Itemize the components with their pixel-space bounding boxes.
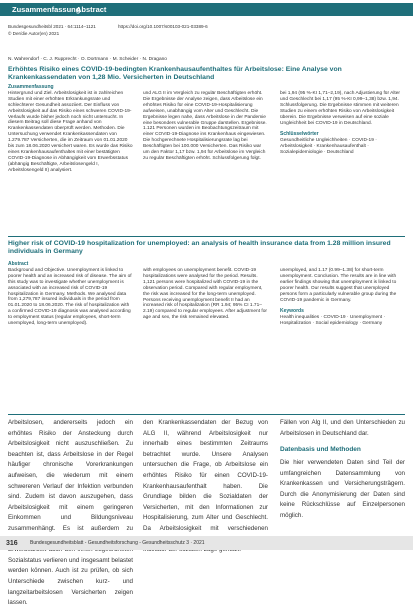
abstract-en-col2-text: with employees on unemployment benefit. COVID-19 hospitalizations were analysed for the period. Results. 1,121 persons were hospitalized with COVID-19 in the observation period. Compared with regular employment, the risk was increased for the long-term unemployed. Persons receiving unemployment benefit II had an increased risk of hospitalization (RR 1.94; 95% CI 1.71–2.19) compared to regular employees. After adjustment for age and sex, the risk remained elevated. [143,268,267,321]
body-col1: Arbeitslosen, andererseits jedoch ein erhöhtes Risiko der Ansteckung durch Arbeitslosigkeit nicht auszuschließen. Zu beachten ist, dass Arbeitslose in der Regel häufiger chronische Vorerkrankungen aufweisen, die wiederum mit einem schwereren Verlauf der Infektion verbunden sind. Zudem ist davon auszugehen, dass Arbeitslosigkeit mit einem geringeren Einkommen und Bildungsniveau zusammenhängt. Es ist außerdem zu Sozialstatus verlieren und insgesamt belastet werden können. Auch ist zu prüfen, ob sich Unterschiede zwischen kurz- und langzeitarbeitslosen Versicherten zeigen lassen. [8,419,133,607]
keywords-de-text: Gesundheitliche Ungleichheiten · COVID-19 · Arbeitslosigkeit · Krankenhausaufenthalt · Sozialepidemiologie · Deutschland [280,138,377,156]
body-col2: den Krankenkassendaten der Bezug von ALG II, während Arbeitslosigkeit nur innerhalb eines bestimmten Zeitraums betrachtet wurde. Unsere Analysen untersuchen die Frage, ob Arbeitslose ein erhöhtes Risiko für einen COVID-19-Krankenhausaufenthalt haben. Die Grundlage bilden die Sozialdaten der Versicherten, mit den Informationen zur Hospitalisierung, zum Alter und Geschlecht. Da Arbeitslosigkeit mit verschiedenen [143,419,268,532]
header-tab-abstract: Abstract [76,5,107,14]
abstract-de-col2 [143,91,268,235]
abstract-en-col2 [143,268,268,410]
abstract-de-col3-text: bei 1,94 (95 %-KI 1,71–2,19), nach Adjustierung für Alter und Geschlecht bei 1,17 (95 %-KI 0,99–1,38) bzw. 1,94. Schlussfolgerung. Die Ergebnisse stimmen mit weiteren Studien zu einem erhöhten Risiko von Arbeitslosigkeit überein. Die Ergebnisse verweisen auf eine soziale Ungleichheit bei COVID-19 in Deutschland. [280,91,400,126]
abstract-de-col1 [8,85,133,235]
doi-link[interactable]: https://doi.org/10.1007/s00103-021-03389-6 [118,24,208,29]
page-number: 316 [6,540,18,547]
citation-line: Bundesgesundheitsbl 2021 · 64:1114–1121 [8,24,96,29]
abstract-de-col2-text: und ALG II im Vergleich zu regulär Beschäftigten erhöht. Die Ergebnisse der Analyse zeigen, dass Arbeitslose ein erhöhtes Risiko für eine COVID-19-Hospitalisierung aufweisen, unabhängig vom Alter und Geschlecht. Die Ergebnisse legen nahe, dass Arbeitslose in der Pandemie eine besonders vulnerable Gruppe darstellen. Ergebnisse. 1.121 Personen wurden im Beobachtungszeitraum mit einer COVID-19-Diagnose ins Krankenhaus eingewiesen. Die hochgerechnete Hospitalisierungsrate lag bei Beschäftigten bei 100.000 Versicherten. Das Risiko war um den Faktor 1,17 bzw. 1,94 für Arbeitslose im Vergleich zu regulär Beschäftigten erhöht. Schlussfolgerung folgt. [143,91,267,161]
page-footer [0,536,413,550]
author-list: N. Wahrendorf · C. J. Rupprecht · O. Dortmann · M. Scheider · N. Dragano [8,57,167,62]
abstract-en-col3-text: unemployed, and 1.17 (0.99–1.38) for short-term unemployment. Conclusion. The results are in line with earlier findings showing that unemployment is linked to poorer health. Our results suggest that unemployed persons form a particularly vulnerable group during the COVID-19 pandemic in Germany. [280,268,397,303]
abstract-de-col3 [280,91,405,235]
methods-heading: Datenbasis und Methoden [280,446,361,453]
abstract-en-col1 [8,262,133,410]
abstract-de-col1-text: Hintergrund und Ziel. Arbeitslosigkeit ist in zahlreichen Studien mit einer erhöhten Erkrankungsrate und schlechterer Gesundheit assoziiert. Der Einfluss von Arbeitslosigkeit auf das Risiko eines schweren COVID-19-Verlaufs wurde bisher jedoch noch nicht untersucht. In diesem Beitrag soll diese Frage anhand von Krankenkassendaten überprüft werden. Methoden. Die Untersuchung verwendet Krankenkassendaten von 1.279.787 Versicherten, die im Zeitraum von 01.01.2020 bis zum 18.06.2020 versichert waren. Es wurde das Risiko eines Krankenhausaufenthaltes mit einer bestätigten COVID-19-Diagnose in Abhängigkeit vom Erwerbsstatus (abhängig Beschäftigte, Arbeitslosengeld I, Arbeitslosengeld II) analysiert. [8,90,133,173]
keywords-de-heading: Schlüsselwörter [280,131,319,138]
section-divider [8,414,405,415]
abstract-header-bar [0,3,413,16]
keywords-en-text: Health inequalities · COVID-19 · Unemployment · Hospitalization · Social epidemiology · Germany [280,315,386,327]
abstract-de-heading: Zusammenfassung [8,84,54,90]
abstract-en-col1-text: Background and Objective. Unemployment is linked to poorer health and an increased risk of disease. The aim of this study was to investigate whether unemployment is associated with an increased risk of COVID-19 hospitalization in Germany. Methods. We analysed data from 1,279,787 insured individuals in the period from 01.01.2020 to 18.06.2020. The risk of hospitalization with a confirmed COVID-19 diagnosis was analysed according to employment status (regular employees, short-term unemployed, long-term unemployed). [8,267,132,327]
article-title-german: Erhöhtes Risiko eines COVID-19-bedingten Krankenhausaufenthaltes für Arbeitslose: Eine Analyse von Krankenkassendaten von 1,28 Mio. Versicherten in Deutschland [8,66,342,81]
copyright-line: © Der/die Autor(en) 2021 [8,31,60,36]
article-title-english: Higher risk of COVID-19 hospitalization for unemployed: an analysis of health insurance data from 1.28 million insured individuals in Germany [8,240,391,255]
keywords-en-heading: Keywords [280,308,304,315]
journal-name: Bundesgesundheitsblatt - Gesundheitsforschung - Gesundheitsschutz 3 · 2021 [30,540,205,546]
body-col3-intro: Fällen von Alg II, und den Unterschieden zu Arbeitslosen in Deutschland dar. [280,419,405,437]
section-divider [8,236,405,237]
body-col3-methods: Die hier verwendeten Daten sind Teil der umfangreichen Datensammlung von Krankenkassen und Versicherungsträgern. Durch die Anonymisierung der Daten sind keine Rückschlüsse auf Einzelpersonen möglich. [280,459,405,519]
abstract-en-col3 [280,268,405,410]
abstract-en-heading: Abstract [8,261,29,267]
header-tab-zusammenfassung: Zusammenfassung [12,5,81,14]
